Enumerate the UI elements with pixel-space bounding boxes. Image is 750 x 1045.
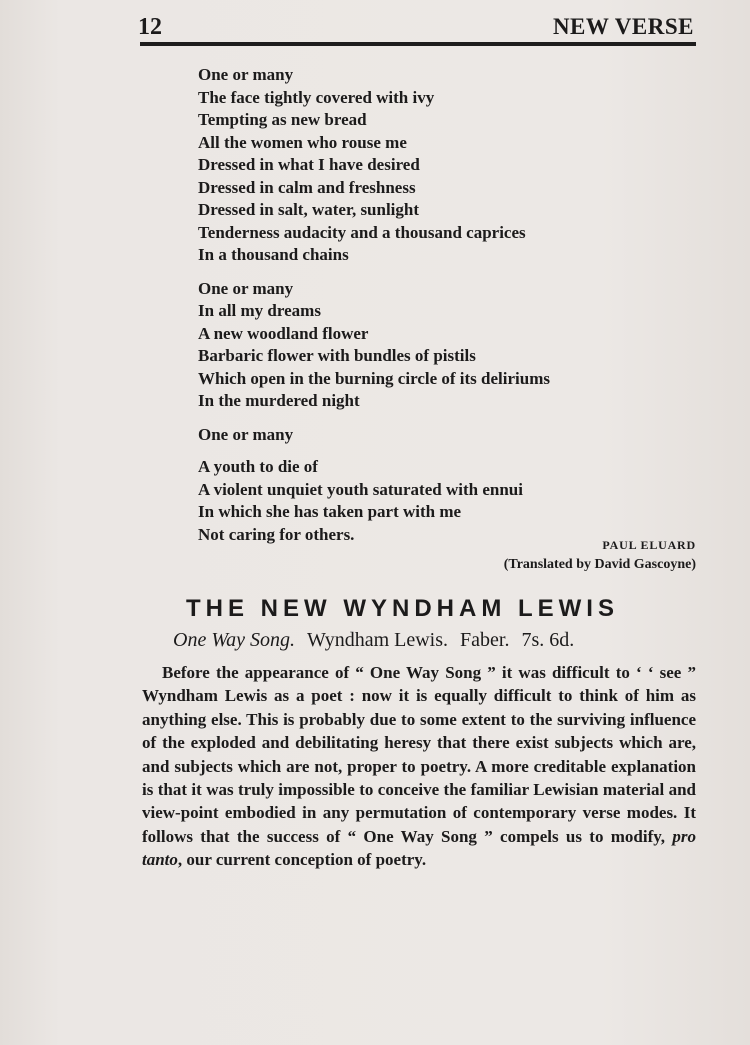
- poem-line: In which she has taken part with me: [198, 502, 462, 521]
- page-header: [138, 14, 694, 40]
- review-book-title: One Way Song.: [173, 629, 296, 651]
- review-italic-phrase: pro tanto: [142, 826, 696, 870]
- header-rule: [140, 42, 696, 46]
- stanza: [198, 278, 550, 413]
- poem-line: In all my dreams: [198, 301, 321, 320]
- review-book-author: Wyndham Lewis.: [307, 629, 449, 651]
- poem-line: Dressed in salt, water, sunlight: [198, 200, 420, 219]
- poem-translator: (Translated by David Gascoyne): [503, 557, 696, 572]
- stanza: [198, 456, 550, 546]
- poem-line: Tenderness audacity and a thousand caprices: [198, 222, 526, 242]
- poem-line: Dressed in calm and freshness: [198, 177, 416, 197]
- poem-line: All the women who rouse me: [198, 132, 407, 152]
- stanza: [198, 424, 550, 447]
- poem-line: A youth to die of: [198, 457, 318, 476]
- poem-line: The face tightly covered with ivy: [198, 87, 435, 107]
- review-book-info: [173, 629, 673, 652]
- poem-line: Tempting as new bread: [198, 110, 367, 129]
- poem-line: One or many: [198, 278, 294, 298]
- poem: [198, 64, 550, 557]
- review-text: Before the appearance of “ One Way Song ” it was difficult to ‘ ‘ see ” Wyndham Lewis as a poet : now it is equally difficult to think of him as anything else. This is probably due to some extent to the surviving influence of the exploded and debilitating heresy that there exist subjects which are, and subjects which are not, proper to poetry. A more creditable explanation is that it was truly impossible to conceive the familiar Lewisian material and view-point embodied in any permutation of contemporary verse modes. It follows that the success of “ One Way Song ” compels us to modify,: [142, 663, 696, 846]
- page-number: 12: [138, 14, 162, 40]
- poem-line: Not caring for others.: [198, 524, 355, 544]
- review-publisher: Faber.: [460, 629, 510, 651]
- poem-author: PAUL ELUARD: [602, 538, 696, 552]
- poem-line: In the murdered night: [198, 391, 360, 410]
- poem-line: A new woodland flower: [198, 323, 369, 343]
- poem-line: A violent unquiet youth saturated with ennui: [198, 479, 523, 499]
- poem-line: One or many: [198, 424, 294, 444]
- review-price: 7s. 6d.: [521, 629, 575, 651]
- running-title: NEW VERSE: [552, 14, 694, 39]
- stanza: [198, 64, 550, 267]
- poem-line: Barbaric flower with bundles of pistils: [198, 346, 476, 365]
- review-heading: THE NEW WYNDHAM LEWIS: [186, 595, 619, 622]
- poem-line: One or many: [198, 65, 294, 84]
- poem-line: Dressed in what I have desired: [198, 155, 420, 174]
- review-body: [142, 661, 696, 872]
- review-text-end: , our current conception of poetry.: [177, 850, 427, 870]
- poem-line: In a thousand chains: [198, 245, 349, 264]
- poem-line: Which open in the burning circle of its deliriums: [198, 368, 550, 388]
- review-paragraph: [142, 661, 696, 872]
- poem-attribution: [504, 536, 696, 576]
